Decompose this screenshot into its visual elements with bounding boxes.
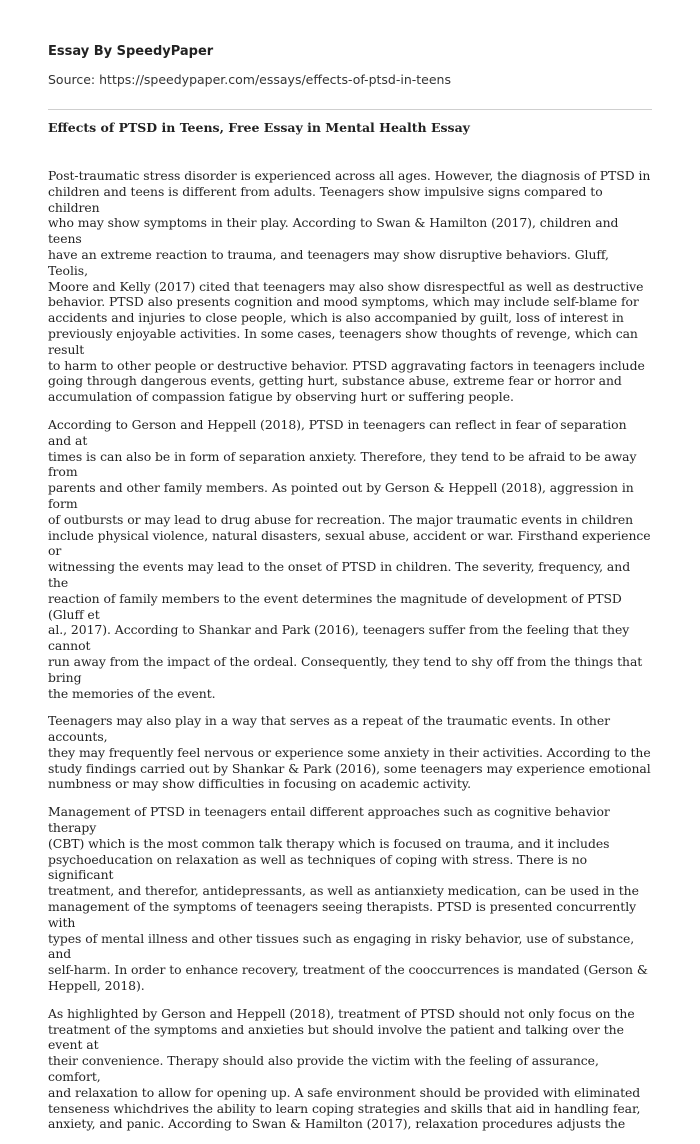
header-divider <box>48 109 652 110</box>
essay-title: Effects of PTSD in Teens, Free Essay in Mental Health Essay <box>48 120 470 135</box>
paragraph: According to Gerson and Heppell (2018), PTSD in teenagers can reflect in fear of separation and at times is can also be in form of separation anxiety. Therefore, they tend to be afraid to be away from parents and other family members. As pointed out by Gerson & Heppell (2018), aggression in form of outbursts or may lead to drug abuse for recreation. The major traumatic events in children include physical violence, natural disasters, sexual abuse, accident or war. Firsthand experience or witnessing the events may lead to the onset of PTSD in children. The severity, frequency, and the reaction of family members to the event determines the magnitude of development of PTSD (Gluff et al., 2017). According to Shankar and Park (2016), teenagers suffer from the feeling that they cannot run away from the impact of the ordeal. Consequently, they tend to shy off from the things that bring the memories of the event. <box>48 416 651 701</box>
paragraph: Management of PTSD in teenagers entail different approaches such as cognitive behavior therapy (CBT) which is the most common talk therapy which is focused on trauma, and it includes psychoeducation on relaxation as well as techniques of coping with stress. There is no significant treatment, and therefor, antidepressants, as well as antianxiety medication, can be used in the management of the symptoms of teenagers seeing therapists. PTSD is presented concurrently with types of mental illness and other tissues such as engaging in risky behavior, use of substance, and self-harm. In order to enhance recovery, treatment of the cooccurrences is mandated (Gerson & Heppell, 2018). <box>48 804 648 994</box>
paragraph: Teenagers may also play in a way that serves as a repeat of the traumatic events. In other accounts, they may frequently feel nervous or experience some anxiety in their activities. According to the study findings carried out by Shankar & Park (2016), some teenagers may experience emotional numbness or may show difficulties in focusing on academic activity. <box>48 713 651 792</box>
essay-author-heading: Essay By SpeedyPaper <box>48 44 214 59</box>
source-url-line: Source: https://speedypaper.com/essays/effects-of-ptsd-in-teens <box>48 72 451 87</box>
paragraph: As highlighted by Gerson and Heppell (2018), treatment of PTSD should not only focus on the treatment of the symptoms and anxieties but should involve the patient and talking over the event at their convenience. Therapy should also provide the victim with the feeling of assurance, comfort, and relaxation to allow for opening up. A safe environment should be provided with eliminated tenseness whichdrives the ability to learn coping strategies and skills that aid in handling fear, anxiety, and panic. According to Swan & Hamilton (2017), relaxation procedures adjusts the <box>48 1005 641 1132</box>
paragraph: Post-traumatic stress disorder is experienced across all ages. However, the diagnosis of PTSD in children and teens is different from adults. Teenagers show impulsive signs compared to children who may show symptoms in their play. According to Swan & Hamilton (2017), children and teens have an extreme reaction to trauma, and teenagers may show disruptive behaviors. Gluff, Teolis, Moore and Kelly (2017) cited that teenagers may also show disrespectful as well as destructive behavior. PTSD also presents cognition and mood symptoms, which may include self-blame for accidents and injuries to close people, which is also accompanied by guilt, loss of interest in previously enjoyable activities. In some cases, teenagers show thoughts of revenge, which can result to harm to other people or destructive behavior. PTSD aggravating factors in teenagers include going through dangerous events, getting hurt, substance abuse, extreme fear or horror and accumulation of compassion fatigue by observing hurt or suffering people. <box>48 168 651 405</box>
essay-body <box>48 168 652 1144</box>
